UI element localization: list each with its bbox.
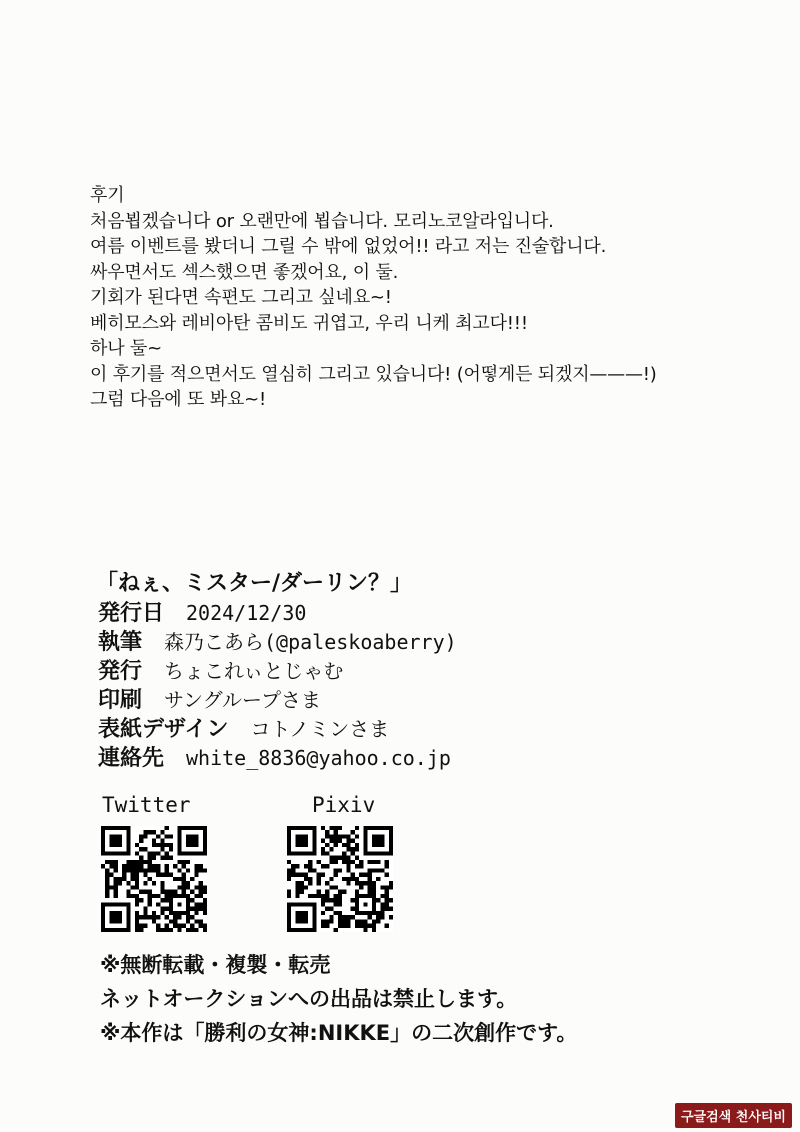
colophon-value: サングループさま [164, 688, 322, 712]
afterword [90, 183, 780, 413]
book-title: 「ねぇ、ミスター/ダーリン？」 [96, 571, 413, 596]
colophon-value: 森乃こあら(@paleskoaberry) [164, 630, 457, 654]
colophon-value: コトノミンさま [250, 717, 390, 741]
colophon-value: 2024/12/30 [186, 601, 307, 625]
qr-labels [102, 793, 502, 823]
colophon-row-cover [98, 715, 738, 744]
colophon [98, 569, 738, 773]
notice-no-reprint: ※無断転載・複製・転売 [100, 953, 331, 977]
twitter-qr-code[interactable] [101, 826, 207, 932]
notice-fan-work: ※本作は「勝利の女神:NIKKE」の二次創作です。 [100, 1021, 578, 1045]
notes [100, 948, 720, 1050]
colophon-key: 発行日 [98, 601, 165, 626]
colophon-key: 執筆 [98, 630, 143, 655]
pixiv-qr-code[interactable] [287, 826, 393, 932]
colophon-key: 連絡先 [98, 746, 165, 771]
afterword-line: 하나 둘~ [90, 338, 162, 359]
colophon-row-contact [98, 744, 738, 773]
afterword-line: 이 후기를 적으면서도 열심히 그리고 있습니다! (어떻게든 되겠지———!) [90, 363, 657, 385]
afterword-line: 베히모스와 레비아탄 콤비도 귀엽고, 우리 니케 최고다!!! [90, 312, 528, 334]
colophon-row-publisher [98, 657, 738, 686]
colophon-row-date [98, 599, 738, 628]
afterword-line: 여름 이벤트를 봤더니 그릴 수 밖에 없었어!! 라고 저는 진술합니다. [90, 236, 607, 257]
afterword-line: 처음뵙겠습니다 or 오랜만에 뵙습니다. 모리노코알라입니다. [90, 210, 554, 232]
afterword-heading: 후기 [90, 185, 125, 206]
twitter-label: Twitter [102, 793, 191, 817]
afterword-line: 싸우면서도 섹스했으면 좋겠어요, 이 둘. [90, 261, 399, 283]
watermark-badge: 구글검색 천사티비 [675, 1103, 792, 1128]
notice-no-auction: ネットオークションへの出品は禁止します。 [100, 987, 518, 1011]
colophon-row-printer [98, 686, 738, 715]
colophon-key: 表紙デザイン [98, 717, 229, 742]
colophon-row-author [98, 628, 738, 657]
pixiv-label: Pixiv [312, 793, 376, 817]
colophon-key: 印刷 [98, 688, 143, 713]
afterword-line: 그럼 다음에 또 봐요~! [90, 389, 266, 410]
afterword-line: 기회가 된다면 속편도 그리고 싶네요~! [90, 287, 392, 308]
colophon-key: 発行 [98, 659, 143, 684]
contact-email: white_8836@yahoo.co.jp [186, 746, 451, 770]
colophon-value: ちょこれぃとじゃむ [164, 659, 344, 683]
